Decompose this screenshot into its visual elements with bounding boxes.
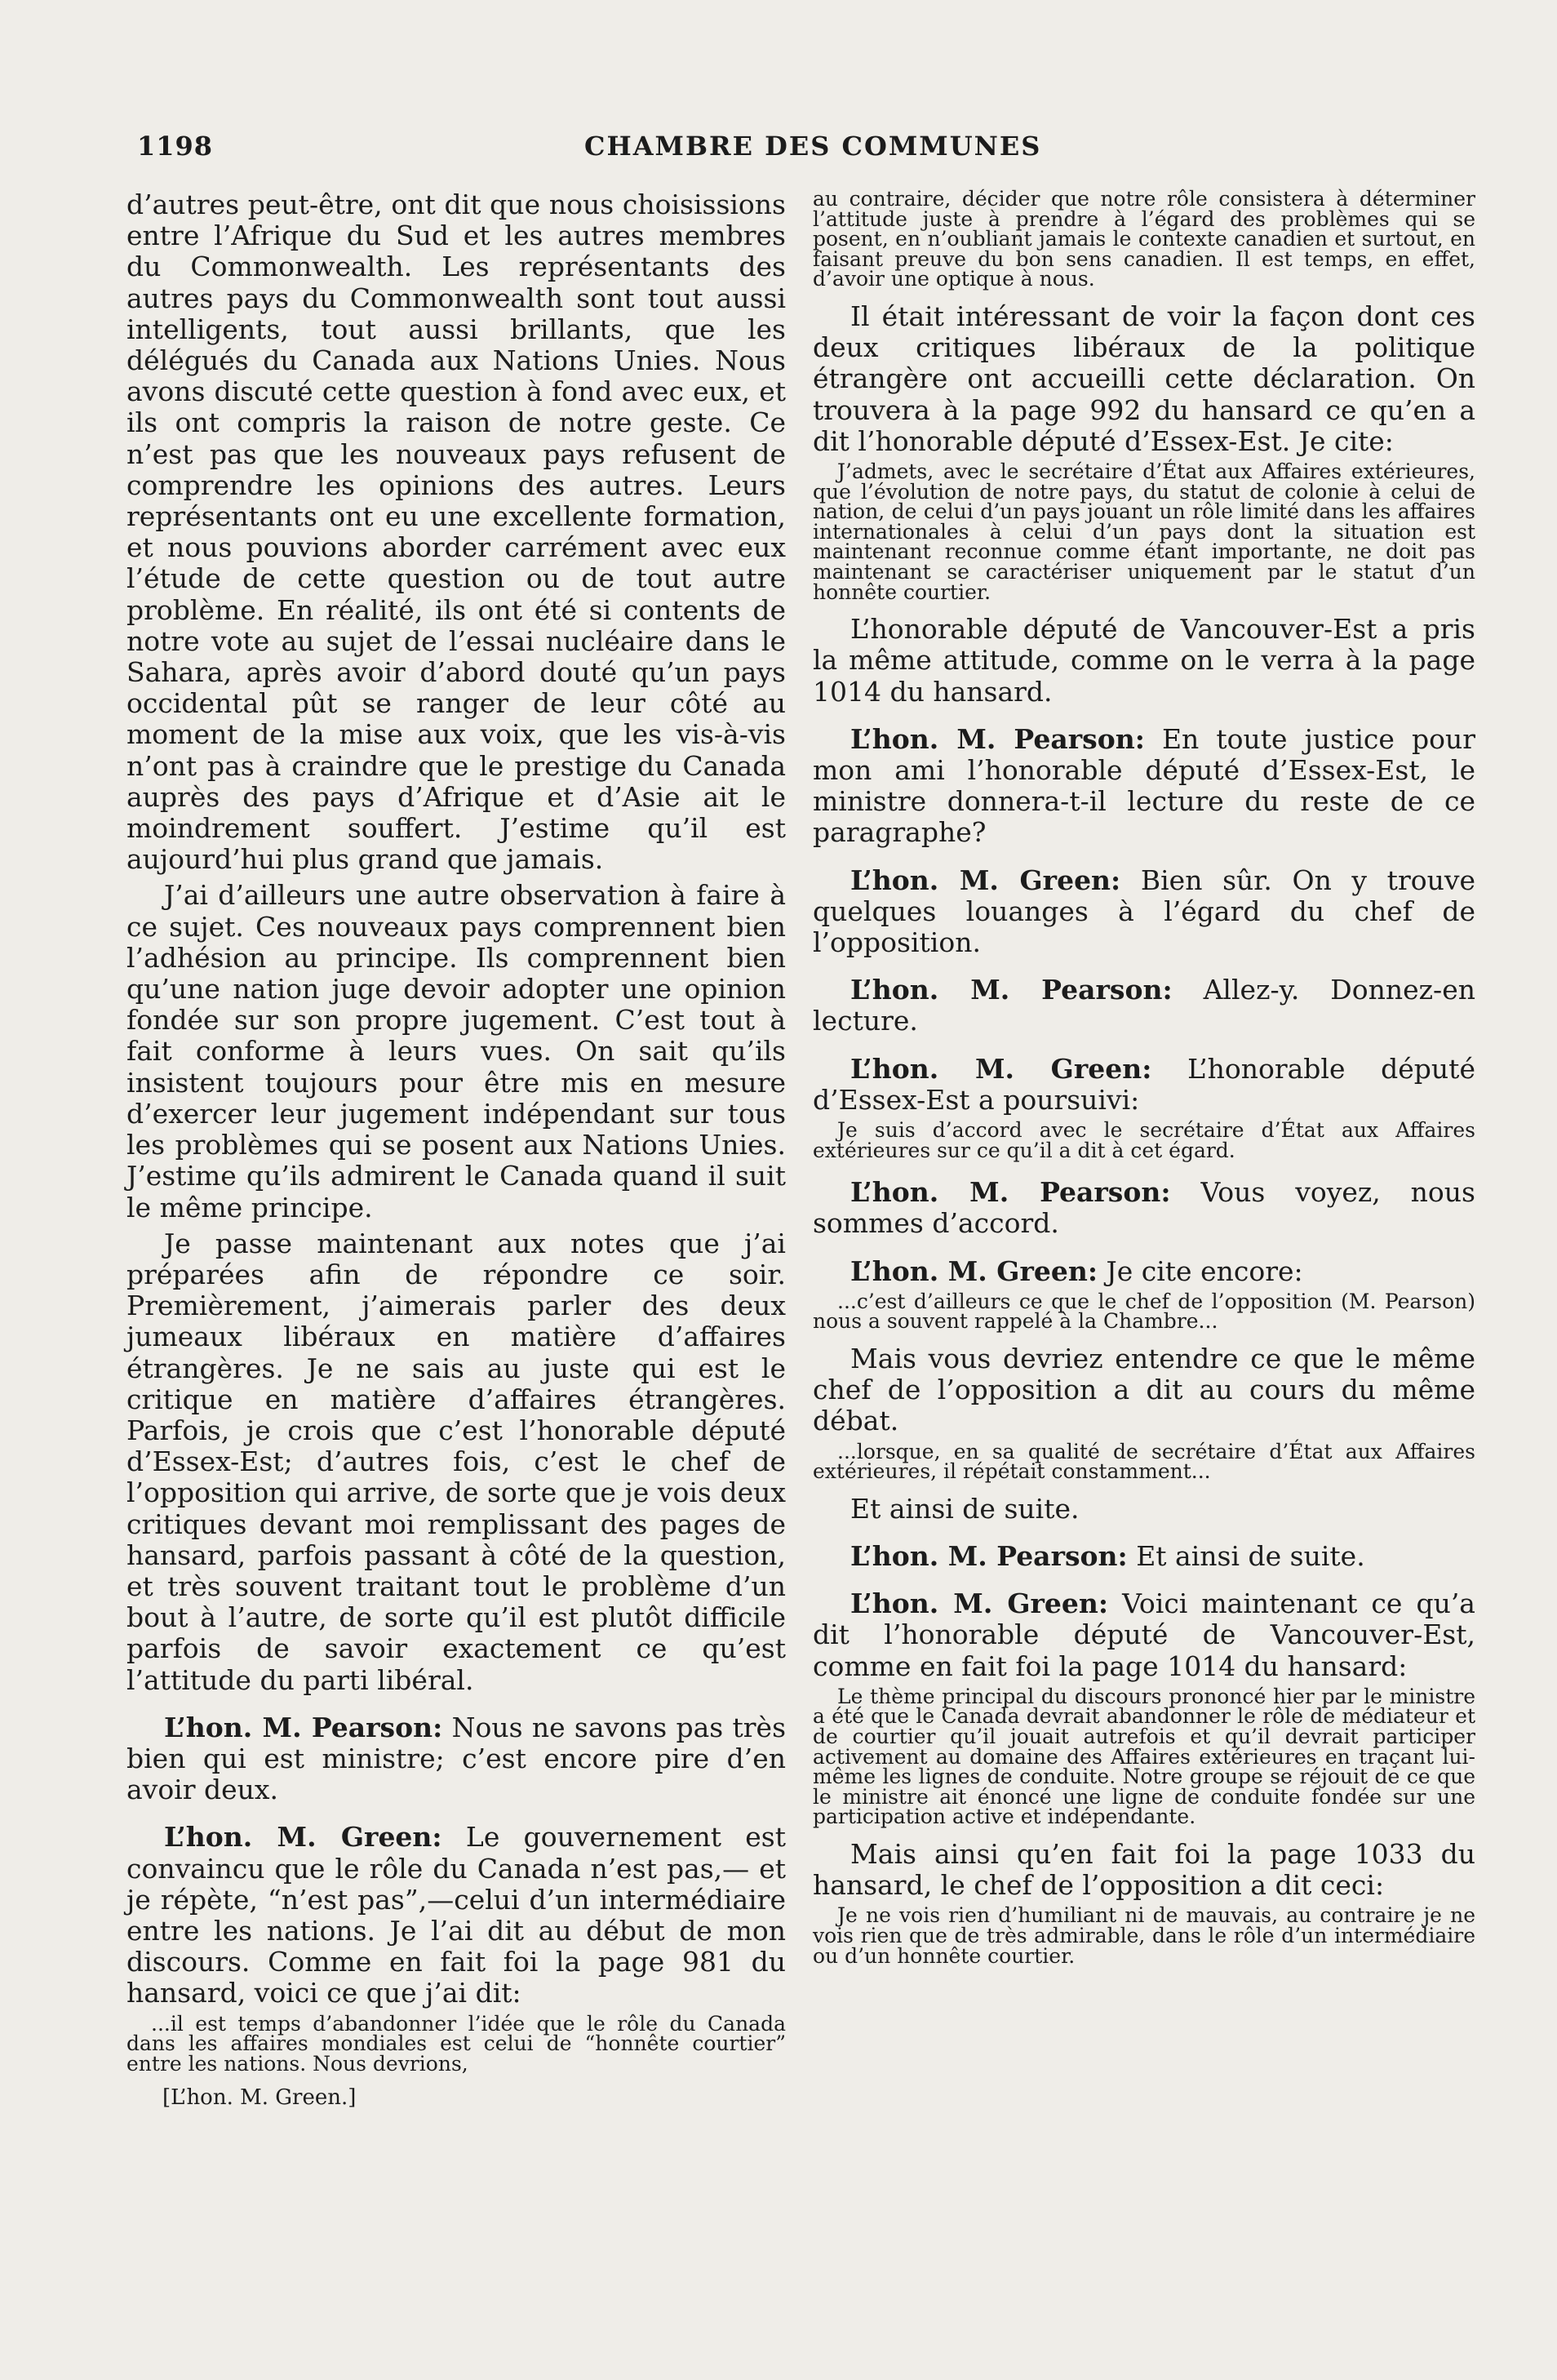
paragraph: Il était intéressant de voir la façon dont ces deux critiques libéraux de la politique étrangère ont accueilli cette déclaration. On trouvera à la page 992 du hansard ce qu’en a dit l’honorable député d’Essex-Est. Je cite: (813, 300, 1475, 457)
speech (813, 1054, 1475, 1116)
quotation: ...lorsque, en sa qualité de secrétaire d’État aux Affaires extérieures, il répétait constamment... (813, 1439, 1475, 1484)
paragraph: Mais ainsi qu’en fait foi la page 1033 du hansard, le chef de l’opposition a dit ceci: (813, 1837, 1475, 1902)
speaker-name: L’hon. M. Pearson: (850, 1176, 1171, 1209)
speech (813, 1256, 1475, 1287)
speech (813, 1588, 1475, 1682)
speech-text: En toute justice pour mon ami l’honorable député d’Essex-Est, le ministre donnera-t-il lecture du reste de ce paragraphe? (813, 722, 1475, 849)
speech (813, 1177, 1475, 1239)
speech (126, 1712, 786, 1806)
page-number: 1198 (137, 131, 214, 162)
quotation: ...c’est d’ailleurs ce que le chef de l’opposition (M. Pearson) nous a souvent rappelé à la Chambre... (813, 1289, 1475, 1334)
quotation: ...il est temps d’abandonner l’idée que le rôle du Canada dans les affaires mondiales est celui de “honnête courtier” entre les nations. Nous devrions, (126, 2011, 786, 2076)
speech-text: Et ainsi de suite. (1136, 1539, 1365, 1572)
speech (813, 1541, 1475, 1572)
speaker-name: L’hon. M. Green: (850, 1587, 1109, 1620)
paragraph: Et ainsi de suite. (850, 1492, 1080, 1525)
right-column (813, 189, 1475, 1978)
speaker-name: L’hon. M. Green: (850, 1254, 1098, 1287)
speaker-name: L’hon. M. Green: (164, 1821, 442, 1854)
speech (126, 1822, 786, 2009)
speaker-name: L’hon. M. Pearson: (164, 1711, 443, 1743)
paragraph: d’autres peut-être, ont dit que nous choisissions entre l’Afrique du Sud et les autres membres du Commonwealth. Les représentants des autres pays du Commonwealth sont tout aussi intelligents, tout aussi brillants, que les délégués du Canada aux Nations Unies. Nous avons discuté cette question à fond avec eux, et ils ont compris la raison de notre geste. Ce n’est pas que les nouveaux pays refusent de comprendre les opinions des autres. Leurs représentants ont eu une excellente formation, et nous pouvions aborder carrément avec eux l’étude de cette question ou de tout autre problème. En réalité, ils ont été si contents de notre vote au sujet de l’essai nucléaire dans le Sahara, après avoir d’abord douté qu’un pays occidental pût se ranger de leur côté au moment de la mise aux voix, que les vis-à-vis n’ont pas à craindre que le prestige du Canada auprès des pays d’Afrique et d’Asie ait le moindrement souffert. J’estime qu’il est aujourd’hui plus grand que jamais. (126, 189, 786, 876)
running-title: CHAMBRE DES COMMUNES (584, 131, 1042, 162)
paragraph: Je passe maintenant aux notes que j’ai préparées afin de répondre ce soir. Premièrement, j’aimerais parler des deux jumeaux libéraux en matière d’affaires étrangères. Je ne sais au juste qui est le critique en matière d’affaires étrangères. Parfois, je crois que c’est l’honorable député d’Essex-Est; d’autres fois, c’est le chef de l’opposition qui arrive, de sorte que je vois deux critiques devant moi remplissant des pages de hansard, parfois passant à côté de la question, et très souvent traitant tout le problème d’un bout à l’autre, de sorte qu’il est plutôt difficile parfois de savoir exactement ce qu’est l’attitude du parti libéral. (126, 1227, 786, 1696)
speech-text: Le gouvernement est convaincu que le rôle du Canada n’est pas,— et je répète, “n’est pas”,—celui d’un intermédiaire entre les nations. Je l’ai dit au début de mon discours. Comme en fait foi la page 981 du hansard, voici ce que j’ai dit: (126, 1821, 786, 2009)
speaker-name: L’hon. M. Pearson: (850, 1539, 1128, 1572)
speech-text: L’honorable député d’Essex-Est a poursuivi: (813, 1052, 1475, 1116)
speech-text: Bien sûr. On y trouve quelques louanges à l’égard du chef de l’opposition. (813, 864, 1476, 958)
paragraph: J’ai d’ailleurs une autre observation à faire à ce sujet. Ces nouveaux pays comprennent bien l’adhésion au principe. Ils comprennent bien qu’une nation juge devoir adopter une opinion fondée sur son propre jugement. C’est tout à fait conforme à leurs vues. On sait qu’ils insistent toujours pour être mis en mesure d’exercer leur jugement indépendant sur tous les problèmes qui se posent aux Nations Unies. J’estime qu’ils admirent le Canada quand il suit le même principe. (126, 879, 786, 1223)
quotation: J’admets, avec le secrétaire d’État aux Affaires extérieures, que l’évolution de notre pays, du statut de colonie à celui de nation, de celui d’un pays jouant un rôle limité dans les affaires internationales à celui d’un pays dont la situation est maintenant reconnue comme étant importante, ne doit pas maintenant se caractériser uniquement par le statut d’un honnête courtier. (813, 459, 1475, 604)
quotation: Je ne vois rien d’humiliant ni de mauvais, au contraire je ne vois rien que de très admirable, dans le rôle d’un intermédiaire ou d’un honnête courtier. (813, 1903, 1475, 1968)
speaker-footer-note: [L’hon. M. Green.] (162, 2085, 357, 2111)
left-column (126, 189, 786, 2110)
speech-text: Voici maintenant ce qu’a dit l’honorable député de Vancouver-Est, comme en fait foi la page 1014 du hansard: (813, 1587, 1475, 1682)
quotation: Le thème principal du discours prononcé hier par le ministre a été que le Canada devrait abandonner le rôle de médiateur et de courtier qu’il jouait autrefois et qu’il devrait participer activement au domaine des Affaires extérieures en traçant lui-même les lignes de conduite. Notre groupe se réjouit de ce que le ministre ait énoncé une ligne de conduite fondée sur une participation active et indépendante. (813, 1684, 1475, 1829)
quotation: Je suis d’accord avec le secrétaire d’État aux Affaires extérieures sur ce qu’il a dit à cet égard. (813, 1117, 1475, 1162)
speaker-name: L’hon. M. Pearson: (850, 974, 1173, 1006)
speech-text: Vous voyez, nous sommes d’accord. (813, 1176, 1475, 1240)
speech-text: Allez-y. Donnez-en lecture. (813, 974, 1475, 1037)
speech-text: Je cite encore: (1106, 1254, 1303, 1287)
speaker-name: L’hon. M. Pearson: (850, 722, 1145, 755)
paragraph: L’honorable député de Vancouver-Est a pris la même attitude, comme on le verra à la page 1014 du hansard. (813, 613, 1475, 708)
speaker-name: L’hon. M. Green: (850, 1052, 1152, 1085)
speech (813, 865, 1475, 959)
page-header (131, 122, 1042, 171)
paragraph: Mais vous devriez entendre ce que le même chef de l’opposition a dit au cours du même débat. (813, 1342, 1475, 1437)
speech-text: Nous ne savons pas très bien qui est ministre; c’est encore pire d’en avoir deux. (126, 1711, 787, 1806)
speech (813, 975, 1475, 1037)
quotation: au contraire, décider que notre rôle consistera à déterminer l’attitude juste à prendre à l’égard des problèmes qui se posent, en n’oubliant jamais le contexte canadien et surtout, en faisant preuve du bon sens canadien. Il est temps, en effet, d’avoir une optique à nous. (813, 187, 1475, 291)
speech (813, 724, 1475, 849)
speaker-name: L’hon. M. Green: (850, 864, 1121, 896)
